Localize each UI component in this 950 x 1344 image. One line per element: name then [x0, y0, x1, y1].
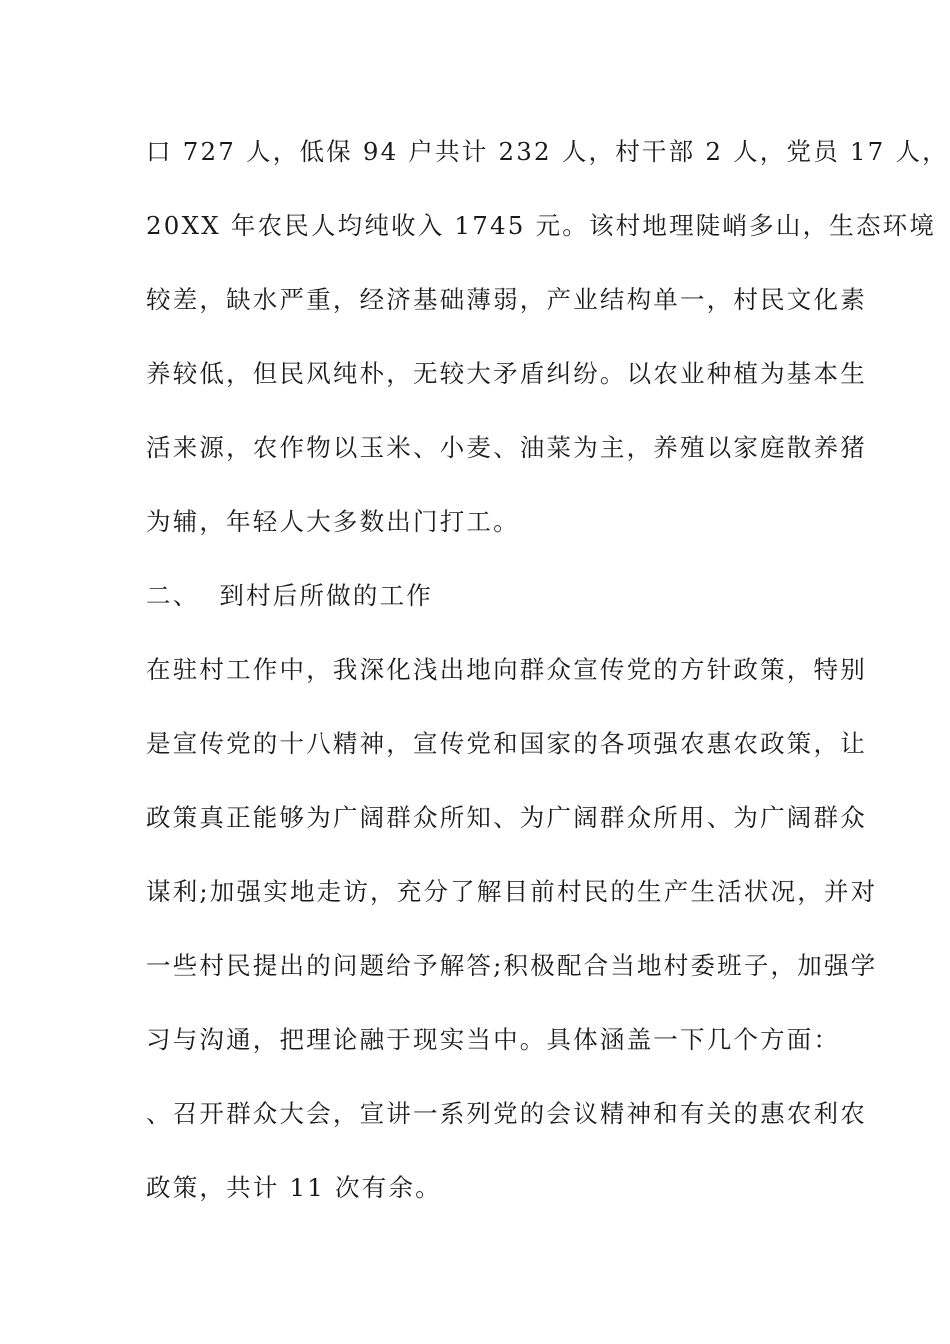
section-heading: 二、 到村后所做的工作 — [146, 581, 433, 610]
text-line: 20XX 年农民人均纯收入 1745 元。该村地理陡峭多山，生态环境 — [146, 211, 937, 240]
text-line: 一些村民提出的问题给予解答;积极配合当地村委班子，加强学 — [146, 951, 878, 980]
document-body — [146, 128, 949, 1238]
text-line: 、召开群众大会，宣讲一系列党的会议精神和有关的惠农利农 — [146, 1099, 867, 1128]
text-line: 为辅，年轻人大多数出门打工。 — [146, 507, 520, 536]
text-line: 口 727 人，低保 94 户共计 232 人，村干部 2 人，党员 17 人， — [146, 137, 949, 166]
text-line: 在驻村工作中，我深化浅出地向群众宣传党的方针政策，特别 — [146, 655, 867, 684]
text-line: 政策真正能够为广阔群众所知、为广阔群众所用、为广阔群众 — [146, 803, 867, 832]
text-line: 习与沟通，把理论融于现实当中。具体涵盖一下几个方面： — [146, 1025, 841, 1054]
text-line: 活来源，农作物以玉米、小麦、油菜为主，养殖以家庭散养猪 — [146, 433, 867, 462]
text-line: 谋利;加强实地走访，充分了解目前村民的生产生活状况，并对 — [146, 877, 878, 906]
text-line: 养较低，但民风纯朴，无较大矛盾纠纷。以农业种植为基本生 — [146, 359, 867, 388]
text-line: 政策，共计 11 次有余。 — [146, 1173, 442, 1202]
text-line: 是宣传党的十八精神，宣传党和国家的各项强农惠农政策，让 — [146, 729, 867, 758]
text-line: 较差，缺水严重，经济基础薄弱，产业结构单一，村民文化素 — [146, 285, 867, 314]
